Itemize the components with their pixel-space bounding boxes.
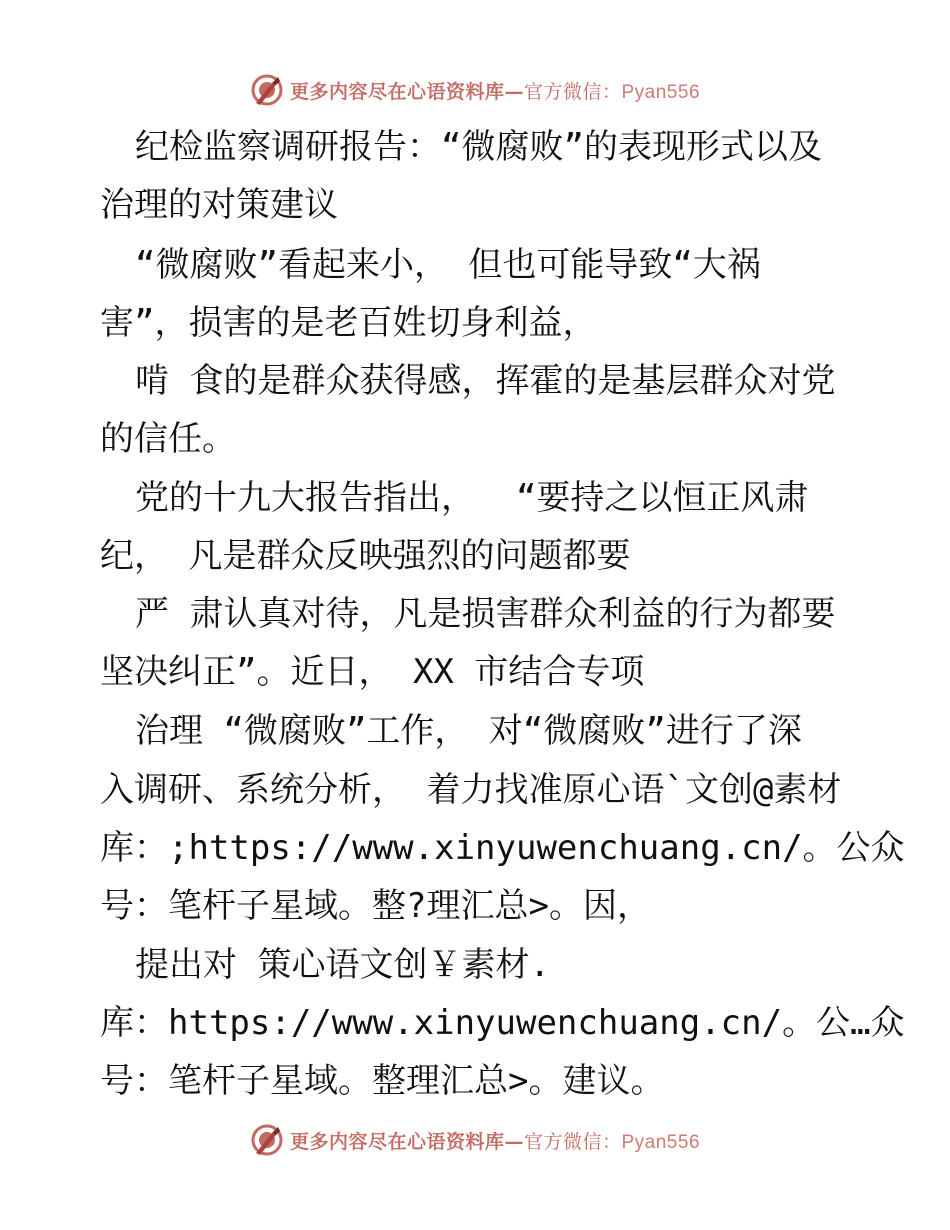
paragraph-line: “微腐败”看起来小， 但也可能导致“大祸 bbox=[135, 245, 761, 285]
paragraph-line: 严 肃认真对待，凡是损害群众利益的行为都要 bbox=[135, 594, 836, 634]
pen-circle-logo-icon bbox=[250, 73, 284, 107]
doc-title-line-2: 治理的对策建议 bbox=[100, 185, 338, 225]
paragraph-line: 纪， 凡是群众反映强烈的问题都要 bbox=[100, 536, 631, 576]
paragraph-line: 库：https://www.xinyuwenchuang.cn/。公…众 bbox=[100, 1003, 905, 1043]
paragraph-line: 的信任。 bbox=[100, 419, 236, 459]
paragraph-line: 号：笔杆子星域。整理汇总>。建议。 bbox=[100, 1061, 665, 1101]
paragraph-line: 治理 “微腐败”工作， 对“微腐败”进行了深 bbox=[135, 711, 802, 751]
watermark-text: 更多内容尽在心语资料库—官方微信：Pyan556 bbox=[289, 1130, 701, 1153]
paragraph-line: 害”，损害的是老百姓切身利益， bbox=[100, 303, 597, 343]
doc-title-line-1: 纪检监察调研报告：“微腐败”的表现形式以及 bbox=[135, 127, 822, 167]
footer-watermark-banner bbox=[0, 1120, 950, 1160]
paragraph-line: 入调研、系统分析， 着力找准原心语`文创@素材 bbox=[100, 770, 842, 810]
paragraph-line: 提出对 策心语文创￥素材. bbox=[135, 945, 550, 985]
paragraph-line: 党的十九大报告指出， “要持之以恒正风肃 bbox=[135, 478, 809, 518]
watermark-text: 更多内容尽在心语资料库—官方微信：Pyan556 bbox=[289, 80, 701, 103]
paragraph-line: 坚决纠正”。近日， XX 市结合专项 bbox=[100, 652, 645, 692]
paragraph-line: 啃 食的是群众获得感，挥霍的是基层群众对党 bbox=[135, 361, 836, 401]
pen-circle-logo-icon bbox=[250, 1123, 284, 1157]
paragraph-line: 号：笔杆子星域。整?理汇总>。因， bbox=[100, 886, 651, 926]
header-watermark-banner bbox=[0, 70, 950, 110]
paragraph-line: 库：;https://www.xinyuwenchuang.cn/。公众 bbox=[100, 828, 905, 868]
